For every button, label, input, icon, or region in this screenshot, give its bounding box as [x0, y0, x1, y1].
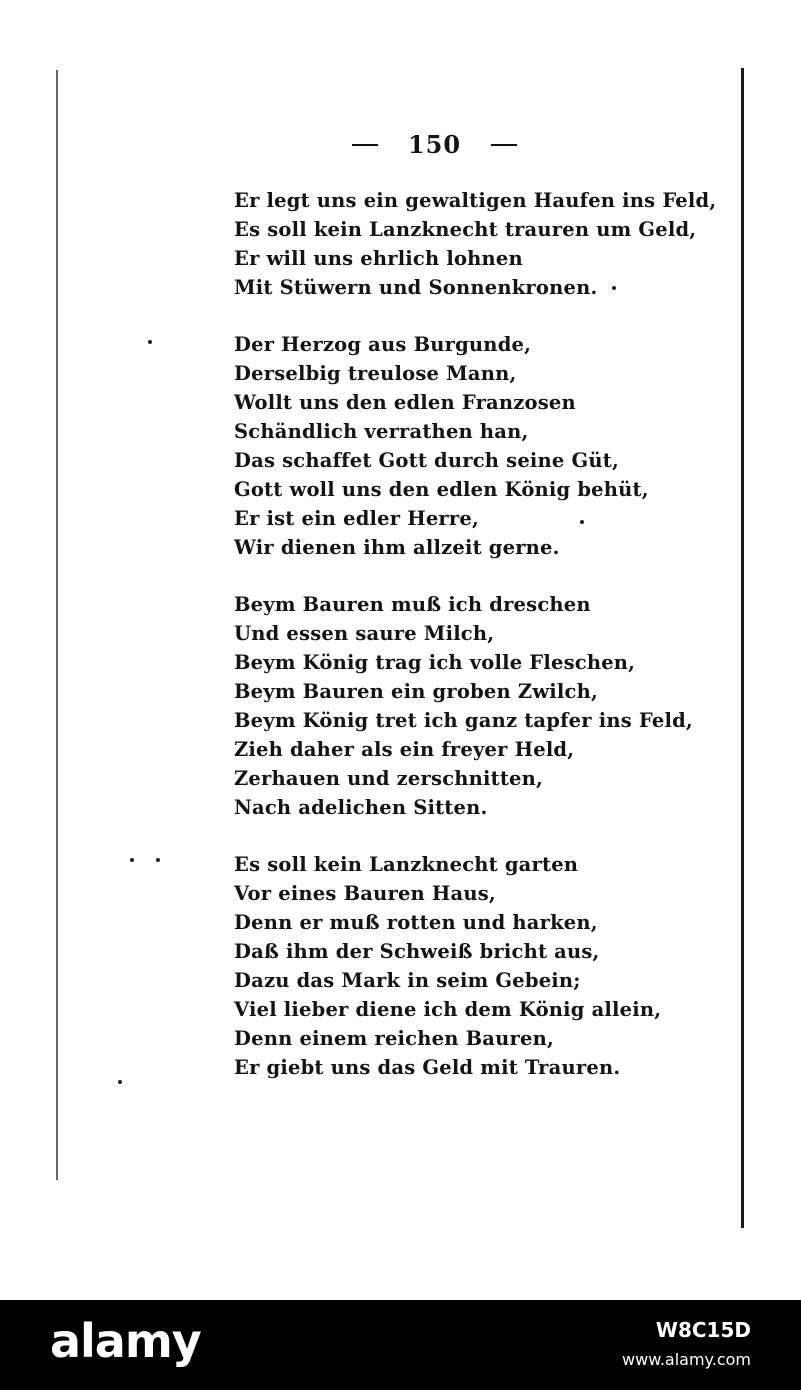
verse-line: Vor eines Bauren Haus, [234, 882, 496, 905]
verse-line: Wir dienen ihm allzeit gerne. [234, 536, 560, 559]
page-edge-left [56, 70, 58, 1180]
page-header [352, 130, 517, 159]
watermark-banner [0, 1300, 801, 1390]
verse-line: Der Herzog aus Burgunde, [234, 333, 532, 356]
header-dash-left [352, 144, 378, 146]
verse-line: Das schaffet Gott durch seine Güt, [234, 449, 619, 472]
ink-speck [156, 858, 160, 862]
stanza [234, 590, 693, 822]
verse-line: Derselbig treulose Mann, [234, 362, 517, 385]
verse-line: Denn er muß rotten und harken, [234, 911, 598, 934]
verse-line: Beym Bauren ein groben Zwilch, [234, 680, 598, 703]
watermark-logo: alamy [50, 1314, 201, 1368]
verse-line: Er will uns ehrlich lohnen [234, 247, 523, 270]
poem-body [234, 186, 717, 1110]
header-dash-right [491, 144, 517, 146]
verse-line: Er ist ein edler Herre, [234, 507, 479, 530]
verse-line: Er legt uns ein gewaltigen Haufen ins Feld, [234, 189, 717, 212]
ink-speck [130, 858, 134, 862]
page-number: 150 [407, 130, 462, 159]
verse-line: Beym König trag ich volle Fleschen, [234, 651, 636, 674]
watermark-url: www.alamy.com [622, 1350, 751, 1369]
verse-line: Nach adelichen Sitten. [234, 796, 488, 819]
verse-line: Wollt uns den edlen Franzosen [234, 391, 576, 414]
verse-line: Daß ihm der Schweiß bricht aus, [234, 940, 600, 963]
stanza [234, 330, 654, 562]
verse-line: Es soll kein Lanzknecht garten [234, 853, 579, 876]
verse-line: Denn einem reichen Bauren, [234, 1027, 554, 1050]
verse-line: Mit Stüwern und Sonnenkronen. [234, 276, 598, 299]
stanza [234, 186, 717, 302]
verse-line: Viel lieber diene ich dem König allein, [234, 998, 662, 1021]
verse-line: Beym König tret ich ganz tapfer ins Feld, [234, 709, 693, 732]
stanza [234, 850, 662, 1082]
verse-line: Schändlich verrathen han, [234, 420, 529, 443]
page-edge-right [741, 68, 744, 1228]
verse-line: Und essen saure Milch, [234, 622, 495, 645]
verse-line: Beym Bauren muß ich dreschen [234, 593, 591, 616]
ink-speck [118, 1080, 122, 1084]
verse-line: Er giebt uns das Geld mit Trauren. [234, 1056, 621, 1079]
verse-line: Dazu das Mark in seim Gebein; [234, 969, 581, 992]
ink-speck [148, 340, 152, 344]
image-id: W8C15D [655, 1318, 751, 1342]
verse-line: Zieh daher als ein freyer Held, [234, 738, 575, 761]
verse-line: Gott woll uns den edlen König behüt, [234, 478, 649, 501]
verse-line: Zerhauen und zerschnitten, [234, 767, 544, 790]
verse-line: Es soll kein Lanzknecht trauren um Geld, [234, 218, 697, 241]
